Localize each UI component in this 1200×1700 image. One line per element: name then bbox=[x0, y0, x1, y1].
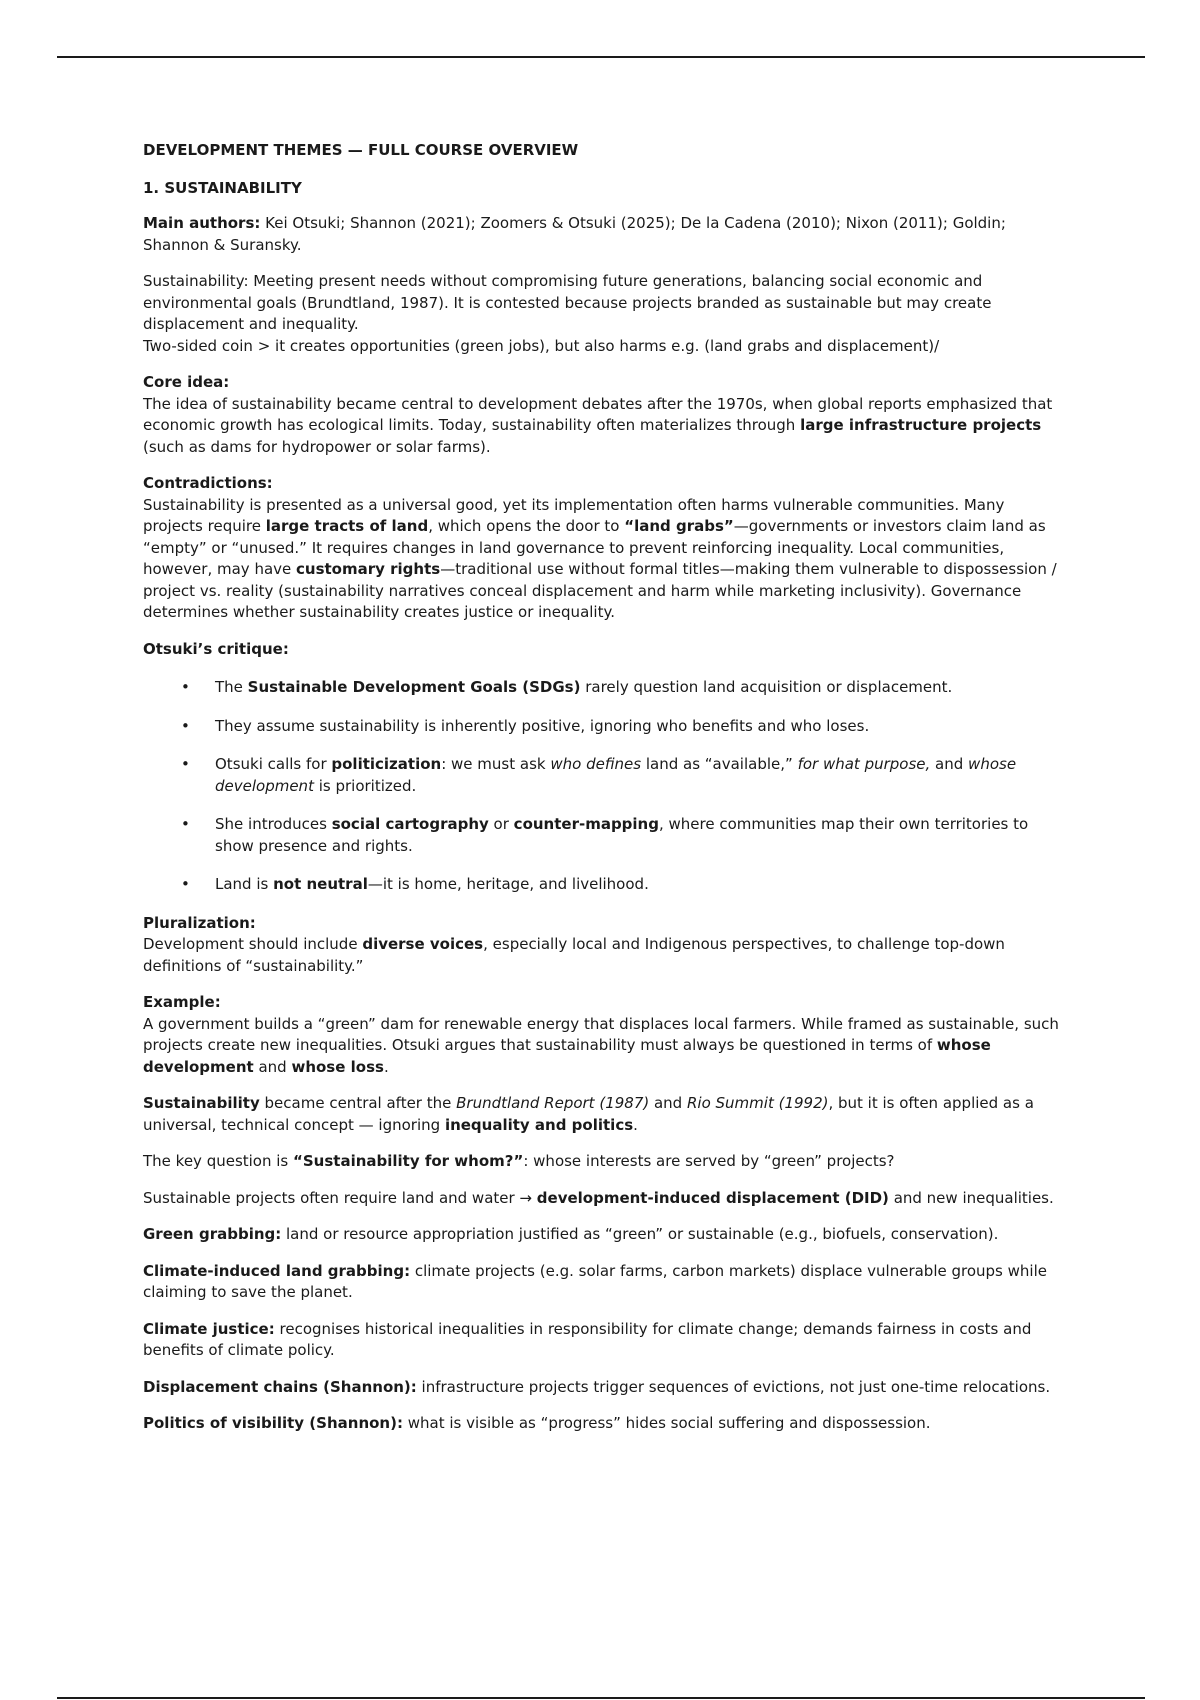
main-authors-paragraph bbox=[143, 213, 1063, 256]
term-text: recognises historical inequalities in responsibility for climate change; demands fairness in costs and benefits of climate policy. bbox=[143, 1319, 1032, 1359]
definition-line-1: Sustainability: Meeting present needs without compromising future generations, balancing social economic and environmental goals (Brundtland, 1987). It is contested because projects branded as sustainable but may create displacement and inequality. bbox=[143, 272, 992, 333]
header-rule bbox=[57, 56, 1145, 58]
brundtland-italic: Rio Summit (1992) bbox=[686, 1094, 829, 1112]
pluralization-bold: diverse voices bbox=[362, 935, 484, 953]
bullet-text: Otsuki calls for bbox=[215, 755, 332, 773]
bullet-bold: social cartography bbox=[331, 815, 489, 833]
critique-list bbox=[143, 677, 1063, 896]
core-idea-text-end: (such as dams for hydropower or solar farms). bbox=[143, 437, 491, 456]
main-authors-text: Kei Otsuki; Shannon (2021); Zoomers & Otsuki (2025); De la Cadena (2010); Nixon (2011); Goldin; Shannon & Suransky. bbox=[143, 214, 1006, 254]
bullet-text: and bbox=[930, 755, 969, 773]
bullet-text: land as “available,” bbox=[641, 755, 798, 773]
contradictions-bold-land-grabs: “land grabs” bbox=[624, 517, 734, 535]
bullet-icon: • bbox=[181, 755, 190, 773]
bullet-icon: • bbox=[181, 815, 190, 833]
term-label: Displacement chains (Shannon): bbox=[143, 1377, 417, 1396]
bullet-italic: who defines bbox=[550, 755, 642, 773]
term-politics-of-visibility bbox=[143, 1413, 1063, 1435]
bullet-text: , where communities map their own territories to show presence and rights. bbox=[215, 815, 1029, 855]
list-item bbox=[143, 814, 1063, 857]
bullet-icon: • bbox=[181, 875, 190, 893]
core-idea-bold: large infrastructure projects bbox=[800, 416, 1042, 434]
footer-rule bbox=[57, 1697, 1145, 1699]
contradictions-heading: Contradictions: bbox=[143, 474, 273, 492]
bullet-bold: politicization bbox=[331, 755, 442, 773]
bullet-text: The bbox=[215, 678, 248, 696]
bullet-text: —it is home, heritage, and livelihood. bbox=[367, 875, 649, 893]
did-bold: development-induced displacement (DID) bbox=[536, 1188, 889, 1207]
bullet-text: They assume sustainability is inherently positive, ignoring who benefits and who loses. bbox=[215, 716, 870, 735]
contradictions-text: —traditional use without formal titles—making them vulnerable to dispossession / project vs. reality (sustainability narratives conceal displacement and harm while marketing inclusivity). Governance determines whether sustainability creates justice or inequality. bbox=[143, 560, 1057, 621]
core-idea-paragraph bbox=[143, 372, 1063, 458]
section-heading: 1. SUSTAINABILITY bbox=[143, 178, 302, 197]
bullet-text: : we must ask bbox=[441, 755, 551, 773]
main-authors-label: Main authors: bbox=[143, 214, 261, 232]
bullet-text: or bbox=[488, 815, 514, 833]
contradictions-bold-land: large tracts of land bbox=[265, 517, 429, 535]
did-text: and new inequalities. bbox=[888, 1188, 1054, 1207]
example-text: . bbox=[383, 1057, 389, 1076]
contradictions-text: —governments or investors claim land as “empty” or “unused.” It requires changes in land governance to prevent reinforcing inequality. Local communities, however, may have bbox=[143, 517, 1046, 578]
pluralization-paragraph bbox=[143, 913, 1063, 978]
bullet-italic: whose development bbox=[215, 755, 1017, 795]
contradictions-paragraph bbox=[143, 473, 1063, 624]
term-text: climate projects (e.g. solar farms, carbon markets) displace vulnerable groups while claiming to save the planet. bbox=[143, 1261, 1047, 1301]
critique-heading: Otsuki’s critique: bbox=[143, 639, 289, 658]
term-label: Green grabbing: bbox=[143, 1225, 282, 1243]
did-text: Sustainable projects often require land and water → bbox=[143, 1188, 537, 1207]
definition-paragraph bbox=[143, 271, 1063, 357]
brundtland-text: , but it is often applied as a universal, technical concept — ignoring bbox=[143, 1094, 1034, 1134]
term-label: Politics of visibility (Shannon): bbox=[143, 1414, 403, 1432]
term-text: land or resource appropriation justified as “green” or sustainable (e.g., biofuels, conservation). bbox=[281, 1225, 999, 1243]
bullet-italic: for what purpose, bbox=[797, 755, 931, 773]
document-title: DEVELOPMENT THEMES — FULL COURSE OVERVIEW bbox=[143, 141, 579, 159]
bullet-text: She introduces bbox=[215, 815, 332, 833]
list-item bbox=[143, 716, 1063, 738]
key-question-bold: “Sustainability for whom?” bbox=[293, 1152, 524, 1170]
bullet-bold: counter-mapping bbox=[513, 815, 659, 833]
example-bold: whose loss bbox=[291, 1057, 384, 1076]
definition-line-2: Two-sided coin > it creates opportunities (green jobs), but also harms e.g. (land grabs and displacement)/ bbox=[143, 336, 940, 355]
list-item bbox=[143, 874, 1063, 896]
brundtland-text: . bbox=[633, 1115, 638, 1134]
brundtland-bold: Sustainability bbox=[143, 1094, 260, 1112]
term-displacement-chains bbox=[143, 1377, 1063, 1399]
bullet-icon: • bbox=[181, 678, 190, 696]
brundtland-paragraph bbox=[143, 1093, 1063, 1136]
document-body bbox=[143, 140, 1063, 1450]
term-green-grabbing bbox=[143, 1224, 1063, 1246]
bullet-text: is prioritized. bbox=[313, 776, 417, 795]
term-label: Climate justice: bbox=[143, 1319, 275, 1338]
brundtland-bold: inequality and politics bbox=[444, 1115, 634, 1134]
key-question-text: The key question is bbox=[143, 1152, 294, 1170]
brundtland-italic: Brundtland Report (1987) bbox=[456, 1094, 650, 1112]
example-heading: Example: bbox=[143, 993, 221, 1011]
pluralization-text: , especially local and Indigenous perspectives, to challenge top-down definitions of “sustainability.” bbox=[143, 935, 1005, 975]
example-bold: whose development bbox=[143, 1036, 991, 1076]
brundtland-text: became central after the bbox=[259, 1094, 457, 1112]
key-question-paragraph bbox=[143, 1151, 1063, 1173]
brundtland-text: and bbox=[649, 1094, 687, 1112]
core-idea-heading: Core idea: bbox=[143, 373, 230, 391]
pluralization-heading: Pluralization: bbox=[143, 913, 256, 932]
term-text: what is visible as “progress” hides social suffering and dispossession. bbox=[402, 1414, 931, 1432]
contradictions-bold-customary-rights: customary rights bbox=[296, 560, 441, 578]
term-label: Climate-induced land grabbing: bbox=[143, 1261, 411, 1280]
term-climate-land-grabbing bbox=[143, 1261, 1063, 1304]
contradictions-text: , which opens the door to bbox=[428, 517, 625, 535]
list-item bbox=[143, 754, 1063, 797]
bullet-icon: • bbox=[181, 716, 190, 735]
contradictions-text: Sustainability is presented as a universal good, yet its implementation often harms vulnerable communities. Many projects require bbox=[143, 495, 1005, 535]
bullet-bold: Sustainable Development Goals (SDGs) bbox=[247, 678, 581, 696]
list-item bbox=[143, 677, 1063, 699]
pluralization-text: Development should include bbox=[143, 935, 363, 953]
bullet-text: Land is bbox=[215, 875, 274, 893]
core-idea-text: The idea of sustainability became central to development debates after the 1970s, when global reports emphasized that economic growth has ecological limits. Today, sustainability often materializes through bbox=[143, 394, 1053, 434]
bullet-text: rarely question land acquisition or displacement. bbox=[580, 678, 953, 696]
term-text: infrastructure projects trigger sequences of evictions, not just one-time relocations. bbox=[416, 1377, 1051, 1396]
example-paragraph bbox=[143, 992, 1063, 1078]
term-climate-justice bbox=[143, 1319, 1063, 1362]
bullet-bold: not neutral bbox=[273, 875, 368, 893]
key-question-text: : whose interests are served by “green” projects? bbox=[523, 1152, 895, 1170]
example-text: and bbox=[253, 1057, 292, 1076]
did-paragraph bbox=[143, 1188, 1063, 1210]
example-text: A government builds a “green” dam for renewable energy that displaces local farmers. While framed as sustainable, such projects create new inequalities. Otsuki argues that sustainability must always be questioned in terms of bbox=[143, 1014, 1059, 1054]
